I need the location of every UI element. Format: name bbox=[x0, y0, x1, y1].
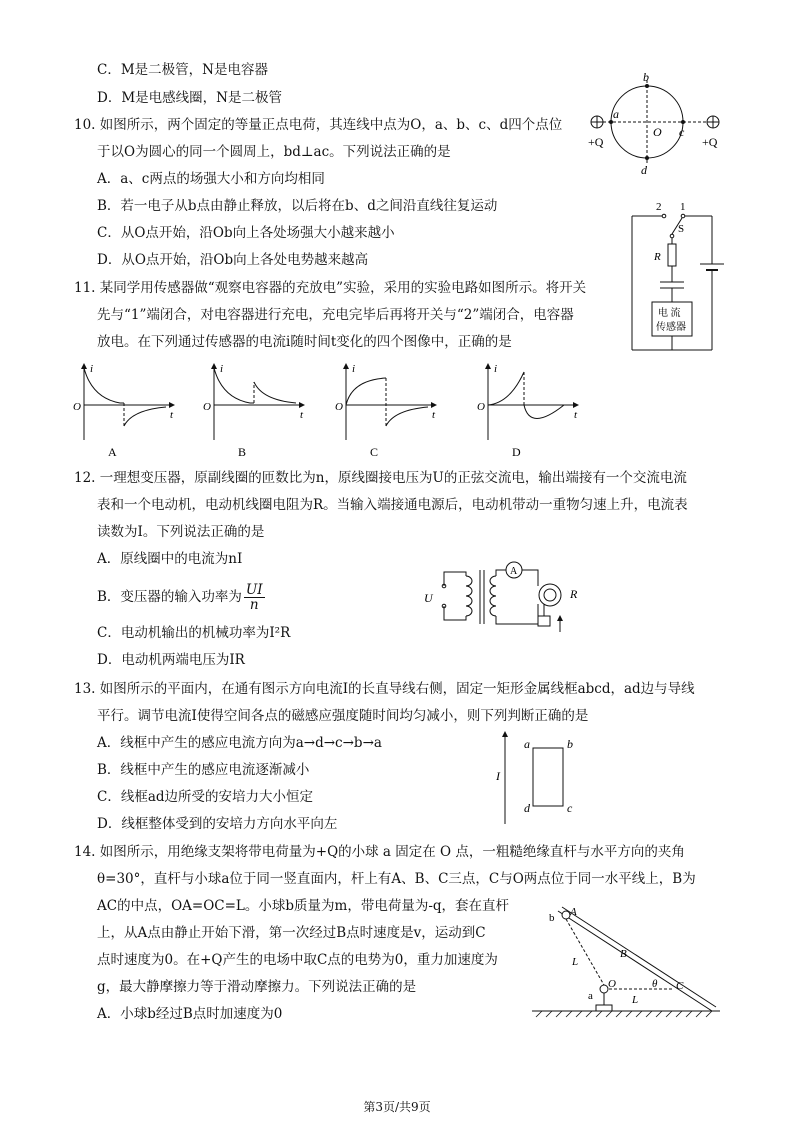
q10-label-charge-right: +Q bbox=[702, 135, 718, 149]
q13-label-i: I bbox=[496, 769, 500, 783]
q14-label-o: O bbox=[608, 978, 616, 990]
q12-transformer-figure bbox=[420, 556, 595, 640]
q11-sensor-label-1: 电 流 bbox=[658, 308, 681, 319]
q13-label-c: c bbox=[567, 801, 573, 815]
q14-label-b-ball: b bbox=[549, 912, 555, 924]
q12-stem-line3: 读数为I。下列说法正确的是 bbox=[97, 524, 265, 540]
q10-label-charge-left: +Q bbox=[588, 135, 604, 149]
q12-option-c: C．电动机输出的机械功率为I²R bbox=[97, 625, 291, 641]
q11-stem-line1: 11. 某同学用传感器做“观察电容器的充放电”实验，采用的实验电路如图所示。将开关 bbox=[74, 280, 587, 296]
q10-option-b: B．若一电子从b点由静止释放，以后将在b、d之间沿直线往复运动 bbox=[97, 198, 498, 214]
q9-option-c: C．M是二极管，N是电容器 bbox=[97, 62, 268, 78]
q14-stem-line5: 点时速度为0。在+Q产生的电场中取C点的电势为0，重力加速度为 bbox=[97, 952, 498, 968]
q14-stem-line2: θ=30°，直杆与小球a位于同一竖直面内，杆上有A、B、C三点，C与O两点位于同一水平线上，B为 bbox=[97, 871, 696, 887]
q11-switch-label-2: 2 bbox=[656, 201, 662, 213]
q12-stem-line2: 表和一个电动机，电动机线圈电阻为R。当输入端接通电源后，电动机带动一重物匀速上升，电流表 bbox=[97, 497, 688, 513]
graph-b bbox=[203, 363, 304, 459]
q10-label-c: c bbox=[679, 125, 685, 139]
q10-stem-line1: 10. 如图所示，两个固定的等量正点电荷，其连线中点为O，a、b、c、d四个点位 bbox=[74, 117, 563, 133]
graph-d bbox=[477, 363, 578, 459]
q12-option-b-denominator: n bbox=[249, 597, 259, 613]
page-footer: 第3页/共9页 bbox=[363, 1100, 431, 1114]
q9-option-d: D．M是电感线圈，N是二极管 bbox=[97, 90, 282, 106]
q14-stem-line4: 上，从A点由静止开始下滑，第一次经过B点时速度是v，运动到C bbox=[97, 925, 486, 941]
q12-option-b-fraction bbox=[244, 583, 265, 612]
q13-label-d: d bbox=[524, 801, 530, 815]
q14-label-b-point: B bbox=[620, 948, 627, 960]
q12-option-b-prefix: B．变压器的输入功率为 bbox=[97, 589, 242, 605]
q13-option-c: C．线框ad边所受的安培力大小恒定 bbox=[97, 789, 314, 805]
q10-option-c: C．从O点开始，沿Ob向上各处场强大小越来越小 bbox=[97, 225, 395, 241]
q14-label-c-point: C bbox=[676, 980, 684, 992]
q12-option-a: A．原线圈中的电流为nI bbox=[97, 551, 243, 567]
q13-label-b: b bbox=[567, 737, 573, 751]
graph-b-x-label: t bbox=[300, 409, 304, 421]
q13-stem-line1: 13. 如图所示的平面内，在通有图示方向电流I的长直导线右侧，固定一矩形金属线框abcd，ad边与导线 bbox=[74, 681, 695, 697]
q13-wire-figure bbox=[490, 728, 590, 826]
q12-option-b-numerator: UI bbox=[245, 582, 263, 598]
graph-d-y-label: i bbox=[494, 363, 498, 375]
graph-a bbox=[73, 363, 174, 459]
graph-d-origin: O bbox=[477, 401, 485, 413]
graph-a-y-label: i bbox=[90, 363, 94, 375]
q12-ammeter-label: A bbox=[510, 566, 518, 577]
q11-sensor-label-2: 传感器 bbox=[656, 322, 686, 333]
graph-a-label: A bbox=[108, 445, 117, 459]
q14-stem-line1: 14. 如图所示，用绝缘支架将带电荷量为+Q的小球 a 固定在 O 点，一粗糙绝缘直杆与水平方向的夹角 bbox=[74, 844, 685, 860]
q13-option-a: A．线框中产生的感应电流方向为a→d→c→b→a bbox=[97, 735, 382, 751]
q10-label-o: O bbox=[653, 125, 662, 139]
q13-stem-line2: 平行。调节电流I使得空间各点的磁感应强度随时间均匀减小，则下列判断正确的是 bbox=[97, 708, 589, 724]
q11-graphs bbox=[70, 360, 590, 460]
graph-b-label: B bbox=[238, 445, 247, 459]
q14-label-a-point: A bbox=[570, 906, 577, 918]
q14-stem-line3: AC的中点，OA=OC=L。小球b质量为m，带电荷量为-q，套在直杆 bbox=[97, 898, 510, 914]
graph-b-origin: O bbox=[203, 401, 211, 413]
q14-label-l1: L bbox=[572, 956, 579, 968]
graph-c-origin: O bbox=[335, 401, 343, 413]
q12-option-b bbox=[97, 580, 267, 614]
q14-stem-line6: g，最大静摩擦力等于滑动摩擦力。下列说法正确的是 bbox=[97, 979, 417, 995]
q10-label-b: b bbox=[643, 70, 649, 84]
q14-label-l2: L bbox=[632, 994, 639, 1006]
q13-option-b: B．线框中产生的感应电流逐渐减小 bbox=[97, 762, 310, 778]
q12-stem-line1: 12. 一理想变压器，原副线圈的匝数比为n，原线圈接电压为U的正弦交流电，输出端接有一个交流电流 bbox=[74, 470, 687, 486]
graph-d-x-label: t bbox=[574, 409, 578, 421]
q14-label-theta: θ bbox=[652, 978, 658, 990]
q11-stem-line2: 先与“1”端闭合，对电容器进行充电，充电完毕后再将开关与“2”端闭合，电容器 bbox=[97, 307, 574, 323]
q14-rod-figure bbox=[530, 905, 725, 1025]
q11-circuit-figure bbox=[628, 198, 728, 358]
q12-label-u: U bbox=[424, 591, 433, 605]
graph-c-x-label: t bbox=[432, 409, 436, 421]
graph-c-label: C bbox=[370, 445, 379, 459]
graph-c bbox=[335, 363, 436, 459]
q13-label-a: a bbox=[524, 737, 530, 751]
graph-d-label: D bbox=[512, 445, 521, 459]
q14-option-a: A．小球b经过B点时加速度为0 bbox=[97, 1006, 283, 1022]
q11-stem-line3: 放电。在下列通过传感器的电流i随时间t变化的四个图像中，正确的是 bbox=[97, 334, 512, 350]
graph-a-x-label: t bbox=[170, 409, 174, 421]
q10-charge-figure bbox=[585, 70, 725, 178]
graph-c-y-label: i bbox=[352, 363, 356, 375]
q11-resistor-label: R bbox=[654, 251, 661, 263]
q10-option-d: D．从O点开始，沿Ob向上各处电势越来越高 bbox=[97, 252, 369, 268]
graph-b-y-label: i bbox=[220, 363, 224, 375]
q10-stem-line2: 于以O为圆心的同一个圆周上，bd⊥ac。下列说法正确的是 bbox=[97, 144, 451, 160]
graph-a-origin: O bbox=[73, 401, 81, 413]
q10-label-d: d bbox=[641, 163, 647, 177]
q13-option-d: D．线框整体受到的安培力方向水平向左 bbox=[97, 816, 338, 832]
q11-switch-s: S bbox=[678, 223, 685, 235]
q10-label-a: a bbox=[613, 107, 619, 121]
q10-option-a: A．a、c两点的场强大小和方向均相同 bbox=[97, 171, 325, 187]
q14-label-a-ball: a bbox=[588, 990, 593, 1002]
q12-option-d: D．电动机两端电压为IR bbox=[97, 652, 245, 668]
q12-label-r: R bbox=[570, 587, 578, 601]
q11-switch-label-1: 1 bbox=[680, 201, 686, 213]
